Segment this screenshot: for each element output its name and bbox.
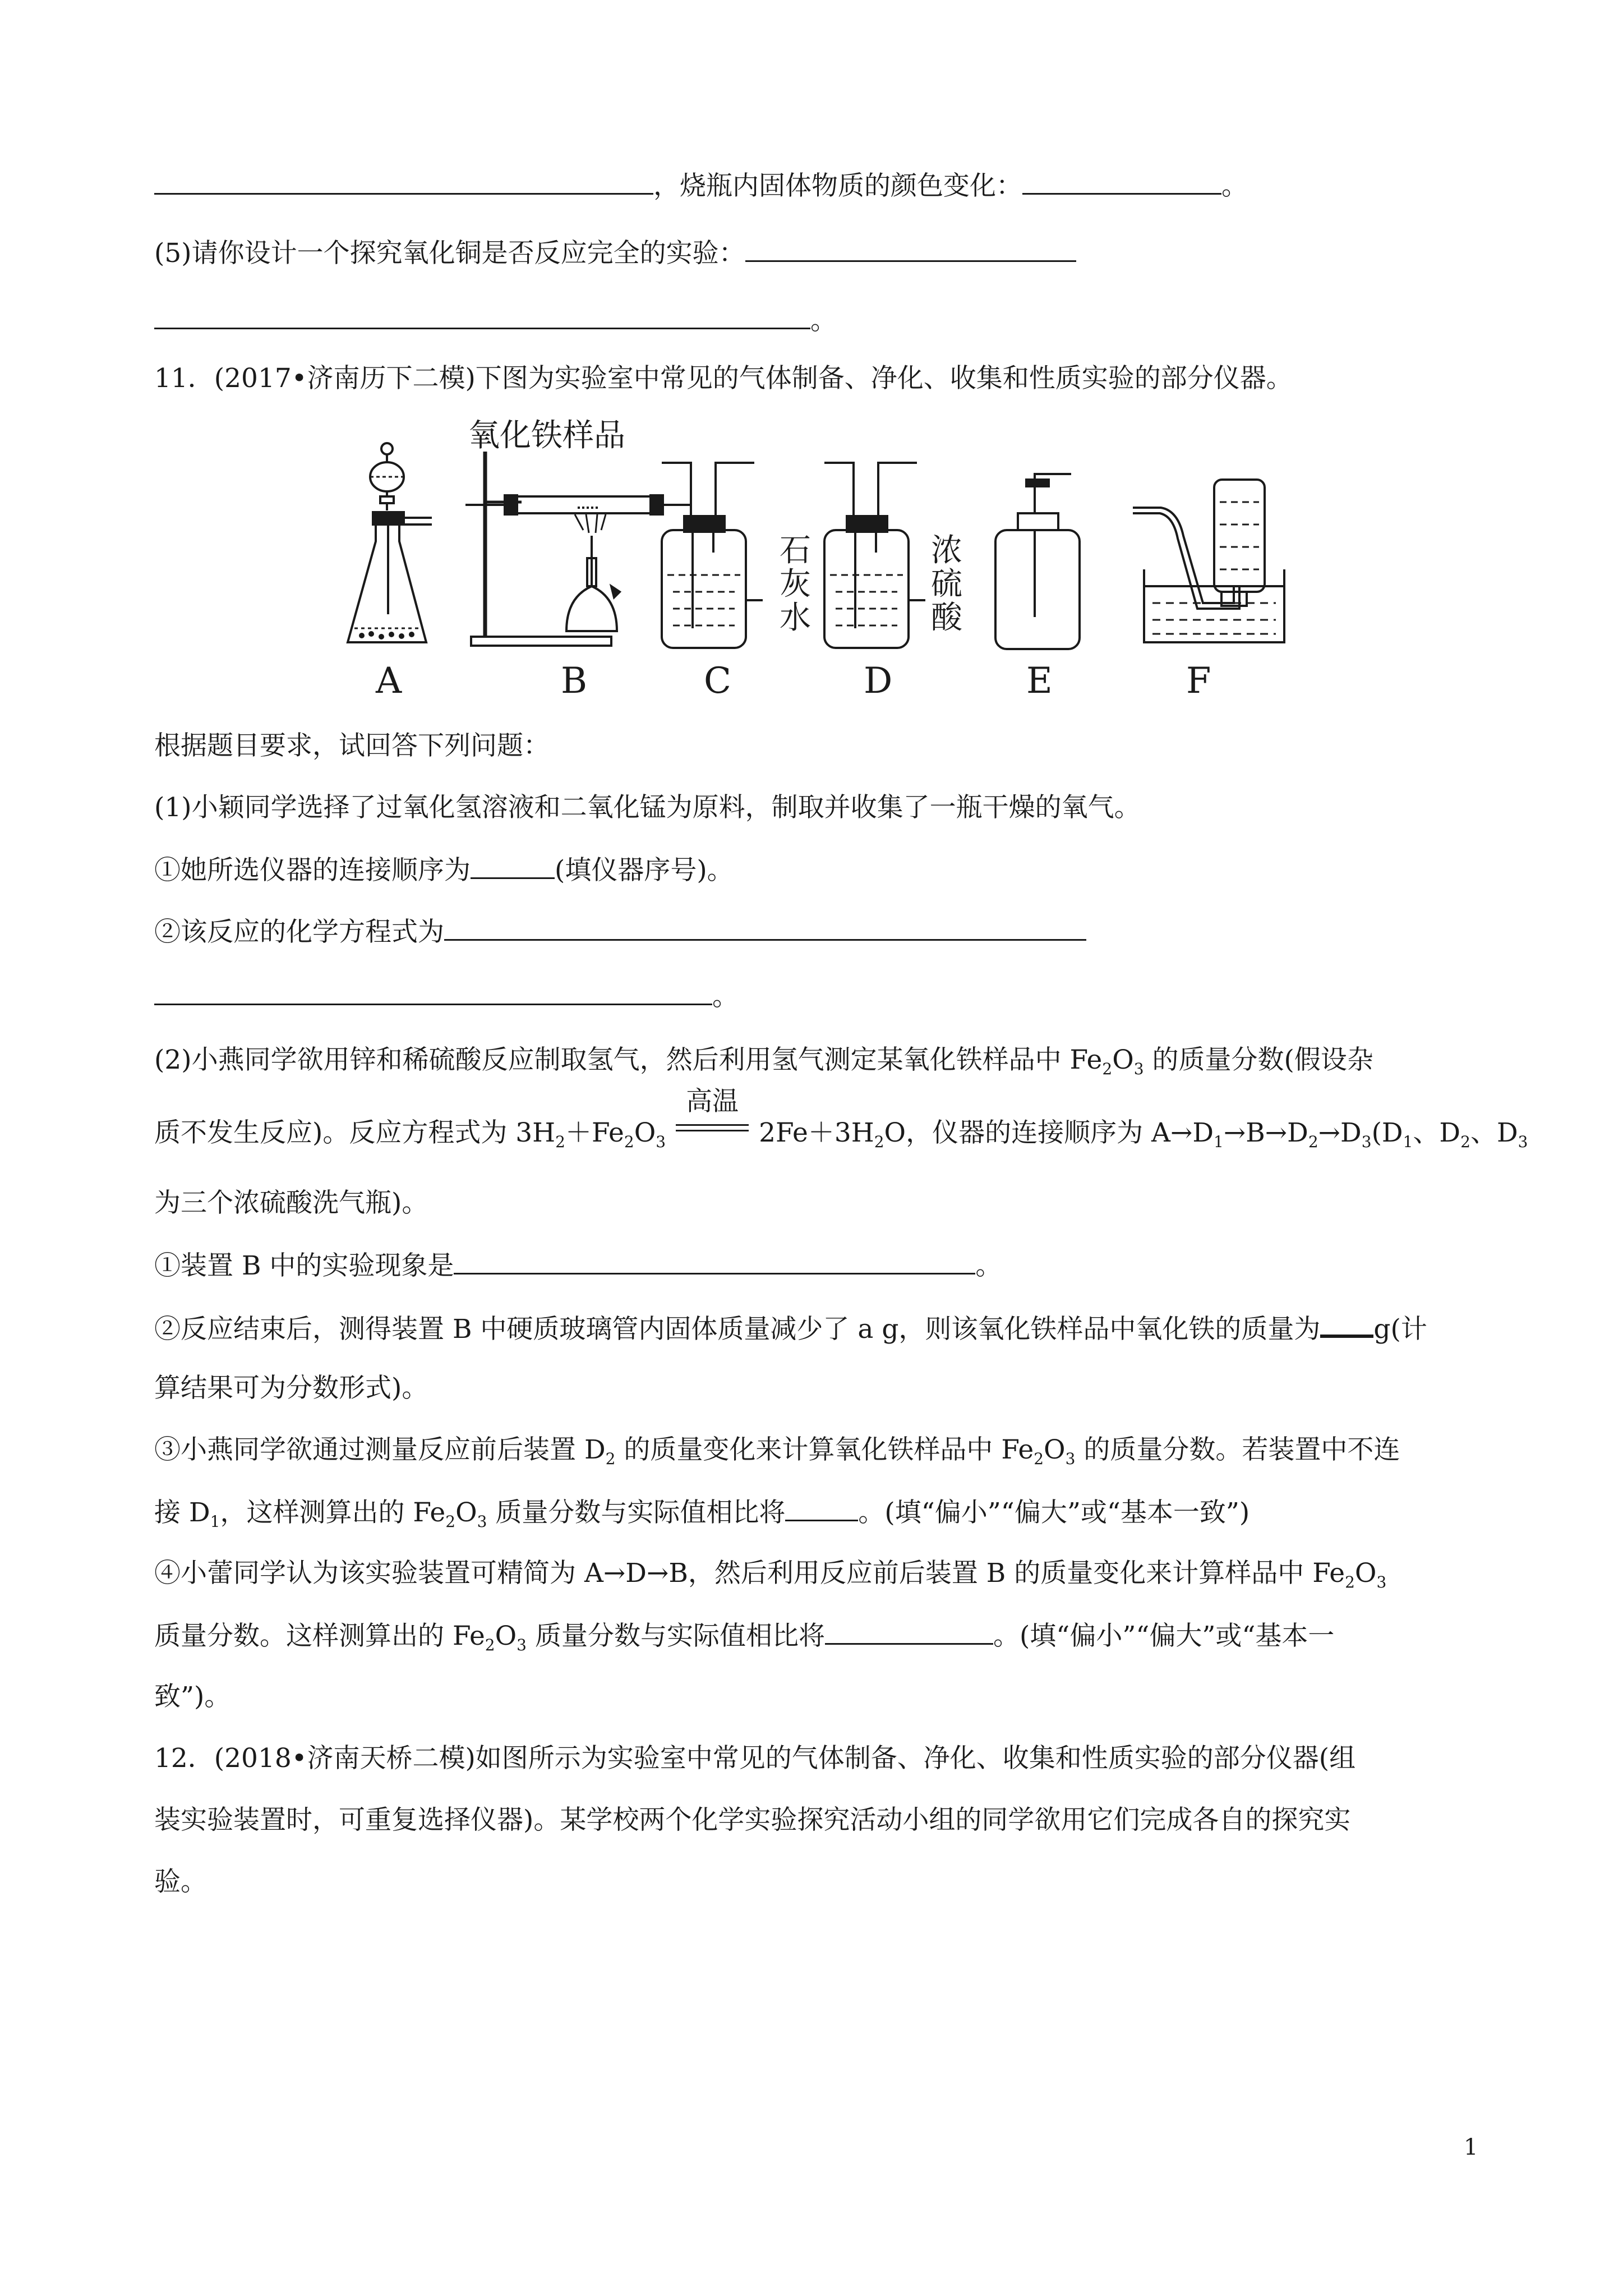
c-label-3: 水 bbox=[780, 600, 811, 636]
answer-blank[interactable] bbox=[444, 914, 1086, 941]
sub-question-1: ①装置 B 中的实验现象是 。 bbox=[154, 1248, 1002, 1283]
answer-blank[interactable] bbox=[1320, 1310, 1373, 1338]
apparatus-e bbox=[995, 474, 1080, 649]
answer-blank[interactable] bbox=[154, 303, 810, 329]
d-label-1: 浓 bbox=[931, 532, 962, 569]
answer-blank[interactable] bbox=[825, 1618, 993, 1645]
apparatus-d bbox=[824, 463, 925, 648]
answer-blank[interactable] bbox=[454, 1248, 975, 1274]
apparatus-b bbox=[465, 452, 690, 646]
c-label-2: 灰 bbox=[780, 566, 811, 602]
instructions: 根据题目要求，试回答下列问题： bbox=[154, 730, 550, 761]
apparatus-f bbox=[1133, 480, 1284, 642]
label-c: C bbox=[704, 660, 731, 702]
sub-question-2: ②反应结束后，测得装置 B 中硬质玻璃管内固体质量减少了 a g，则该氧化铁样品中氧化铁的质量为 g(计 bbox=[154, 1310, 1427, 1346]
label-e: E bbox=[1026, 660, 1053, 702]
part-1b: ②该反应的化学方程式为 bbox=[154, 914, 1086, 949]
part-2: (2)小燕同学欲用锌和稀硫酸反应制取氢气，然后利用氢气测定某氧化铁样品中 $Fe_2O_3$ 的质量分数(假设杂 bbox=[154, 1045, 1373, 1078]
part-1: (1)小颖同学选择了过氧化氢溶液和二氧化锰为原料，制取并收集了一瓶干燥的氧气。 bbox=[154, 792, 1141, 823]
sub-question-4-cont: 质量分数。这样测算出的 $Fe_2O_3$ 质量分数与实际值相比将 。(填“偏小”“偏大”或“基本一 bbox=[154, 1618, 1334, 1662]
apparatus-a bbox=[348, 443, 432, 642]
apparatus-c bbox=[662, 463, 763, 648]
answer-blank[interactable] bbox=[785, 1495, 858, 1521]
label-f: F bbox=[1186, 660, 1211, 702]
question-12-line-2: 装实验装置时，可重复选择仪器)。某学校两个化学实验探究活动小组的同学欲用它们完成各自的探究实 bbox=[154, 1805, 1351, 1835]
sub-question-3: ③小燕同学欲通过测量反应前后装置 $D_2$ 的质量变化来计算氧化铁样品中 $Fe_2O_3$ 的质量分数。若装置中不连 bbox=[154, 1434, 1400, 1468]
d-label-2: 硫 bbox=[931, 566, 962, 602]
reaction-equation: 质不发生反应)。反应方程式为 $3H_2+Fe_2O_3$ 高温 $2Fe+3H_2O$，仪器的连接顺序为 $A\to D_1\to B\to D_2\to D_3(D_1$、$D_2$、$D_3$ bbox=[154, 1086, 1528, 1151]
reaction-condition: 高温 bbox=[676, 1116, 749, 1150]
label-b: B bbox=[561, 660, 588, 702]
question-12-line-3: 验。 bbox=[154, 1866, 207, 1897]
label-a: A bbox=[376, 660, 402, 702]
line-1: ，烧瓶内固体物质的颜色变化： 。 bbox=[154, 168, 1248, 203]
page-number: 1 bbox=[1464, 2134, 1478, 2160]
c-label-1: 石 bbox=[780, 532, 811, 569]
d-label-3: 酸 bbox=[931, 600, 962, 636]
part-1b-cont: 。 bbox=[154, 979, 739, 1014]
question-5-cont: 。 bbox=[154, 303, 837, 338]
answer-blank[interactable] bbox=[471, 853, 555, 879]
part-2-cont: 为三个浓硫酸洗气瓶)。 bbox=[154, 1188, 428, 1218]
answer-blank[interactable] bbox=[154, 168, 653, 195]
answer-blank[interactable] bbox=[745, 236, 1076, 262]
sub-question-2-cont: 算结果可为分数形式)。 bbox=[154, 1373, 428, 1404]
part-1a: ①她所选仪器的连接顺序为 (填仪器序号)。 bbox=[154, 853, 734, 887]
sub-question-4-end: 致”)。 bbox=[154, 1681, 231, 1712]
sub-question-3-cont: 接 $D_1$，这样测算出的 $Fe_2O_3$ 质量分数与实际值相比将 。(填“偏小”“偏大”或“基本一致”) bbox=[154, 1495, 1249, 1539]
answer-blank[interactable] bbox=[1022, 168, 1221, 195]
question-12: 12．(2018•济南天桥二模)如图所示为实验室中常见的气体制备、净化、收集和性质实验的部分仪器(组 bbox=[154, 1743, 1356, 1774]
label-d: D bbox=[864, 660, 893, 702]
question-11: 11．(2017•济南历下二模)下图为实验室中常见的气体制备、净化、收集和性质实验的部分仪器。 bbox=[154, 363, 1293, 394]
question-5: (5)请你设计一个探究氧化铜是否反应完全的实验： bbox=[154, 236, 1076, 270]
apparatus-figure bbox=[336, 418, 1318, 710]
sub-question-4: ④小蕾同学认为该实验装置可精简为 A→D→B，然后利用反应前后装置 B 的质量变化来计算样品中 $Fe_2O_3$ bbox=[154, 1558, 1387, 1591]
sample-label: 氧化铁样品 bbox=[468, 418, 625, 454]
answer-blank[interactable] bbox=[154, 979, 712, 1005]
